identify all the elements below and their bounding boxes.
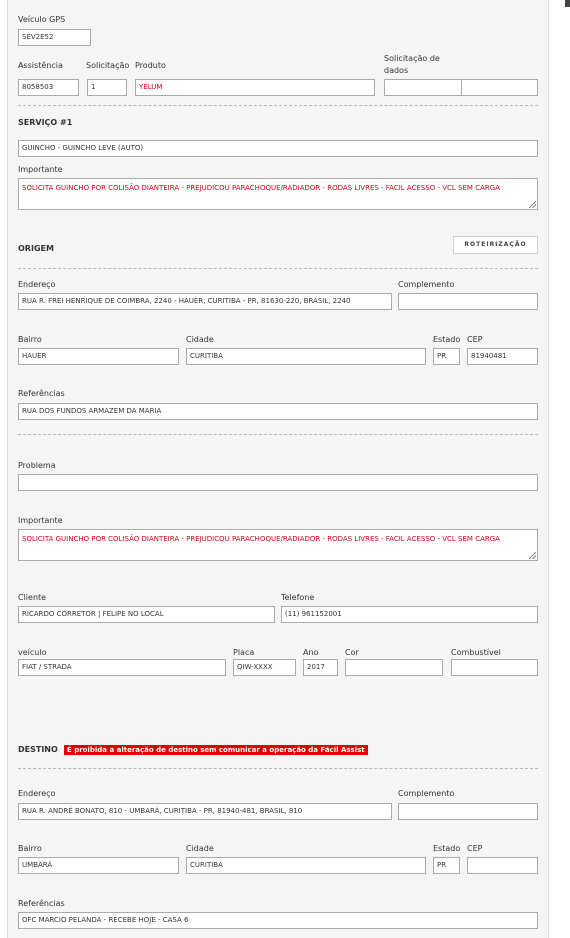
- resize-grip-icon[interactable]: [529, 201, 536, 208]
- divider: [18, 434, 538, 435]
- gps-label: Veículo GPS: [18, 15, 66, 24]
- solicitacao-dados-input-1[interactable]: [384, 79, 462, 96]
- destino-warning-badge: É proibida a alteração de destino sem comunicar a operação da Fácil Assist: [64, 745, 368, 755]
- problema-input[interactable]: [18, 474, 538, 491]
- problema-label: Problema: [18, 461, 56, 470]
- divider: [18, 105, 538, 106]
- origem-bairro-input[interactable]: HAUER: [18, 348, 179, 365]
- origem-complemento-input[interactable]: [398, 293, 538, 310]
- origem-referencias-label: Referências: [18, 389, 65, 398]
- solicitacao-dados-input-2[interactable]: [461, 79, 538, 96]
- destino-estado-label: Estado: [433, 844, 461, 853]
- placa-input[interactable]: QIW-XXXX: [233, 659, 296, 676]
- servico-importante-label: Importante: [18, 165, 63, 174]
- placa-label: Placa: [233, 648, 255, 657]
- cliente-input[interactable]: RICARDO CORRETOR | FELIPE NO LOCAL: [18, 606, 275, 623]
- produto-input[interactable]: YELUM: [135, 79, 375, 96]
- telefone-label: Telefone: [281, 593, 315, 602]
- assistencia-label: Assistência: [18, 61, 63, 70]
- divider: [18, 768, 538, 769]
- destino-bairro-input[interactable]: UMBARÁ: [18, 857, 179, 874]
- ano-input[interactable]: 2017: [303, 659, 338, 676]
- destino-complemento-label: Complemento: [398, 789, 455, 798]
- origem-endereco-label: Endereço: [18, 280, 56, 289]
- destino-bairro-label: Bairro: [18, 844, 42, 853]
- destino-cep-input[interactable]: [467, 857, 538, 874]
- produto-label: Produto: [135, 61, 166, 70]
- servico-title: SERVIÇO #1: [18, 118, 73, 127]
- servico-importante-textarea[interactable]: [18, 178, 538, 210]
- solicitacao-dados-label-line1: Solicitação de: [384, 54, 440, 63]
- combustivel-label: Combustível: [451, 648, 501, 657]
- origem-cidade-label: Cidade: [186, 335, 214, 344]
- veiculo-label: veículo: [18, 648, 47, 657]
- solicitacao-dados-label-line2: dados: [384, 66, 409, 75]
- detalhes-importante-textarea[interactable]: [18, 529, 538, 561]
- servico-importante-text: SOLICITA GUINCHO POR COLISÃO DIANTEIRA - PREJUDICOU PARACHOQUE/RADIADOR - RODAS LIVRES - FACIL ACESSO - VCL SEM CARGA: [22, 184, 500, 192]
- destino-referencias-input[interactable]: OFC MARCIO PELANDA - RECEBE HOJE - CASA 6: [18, 912, 538, 929]
- origem-cidade-input[interactable]: CURITIBA: [186, 348, 426, 365]
- telefone-input[interactable]: (11) 961152001: [281, 606, 538, 623]
- solicitacao-label: Solicitação: [86, 61, 130, 70]
- service-form-panel: [7, 0, 549, 938]
- destino-endereco-input[interactable]: RUA R. ANDRÉ BONATO, 810 - UMBARÁ, CURITIBA - PR, 81940-481, BRASIL, 810: [18, 803, 392, 820]
- destino-title: DESTINO: [18, 745, 58, 754]
- origem-estado-label: Estado: [433, 335, 461, 344]
- gps-input[interactable]: SEV2E52: [18, 29, 91, 46]
- detalhes-importante-label: Importante: [18, 516, 63, 525]
- origem-cep-label: CEP: [467, 335, 483, 344]
- ano-label: Ano: [303, 648, 319, 657]
- roteirizacao-button[interactable]: ROTEIRIZAÇÃO: [453, 236, 538, 254]
- origem-estado-input[interactable]: PR: [433, 348, 460, 365]
- cor-input[interactable]: [345, 659, 443, 676]
- destino-estado-input[interactable]: PR: [433, 857, 460, 874]
- destino-complemento-input[interactable]: [398, 803, 538, 820]
- scrollbar-thumb[interactable]: [565, 0, 570, 7]
- solicitacao-input[interactable]: 1: [87, 79, 127, 96]
- resize-grip-icon[interactable]: [529, 552, 536, 559]
- detalhes-importante-text: SOLICITA GUINCHO POR COLISÃO DIANTEIRA - PREJUDICOU PARACHOQUE/RADIADOR - RODAS LIVRES - FACIL ACESSO - VCL SEM CARGA: [22, 535, 500, 543]
- origem-title: ORIGEM: [18, 244, 54, 253]
- cliente-label: Cliente: [18, 593, 47, 602]
- servico-input[interactable]: GUINCHO - GUINCHO LEVE (AUTO): [18, 140, 538, 157]
- origem-complemento-label: Complemento: [398, 280, 455, 289]
- origem-cep-input[interactable]: 81940481: [467, 348, 538, 365]
- destino-cidade-input[interactable]: CURITIBA: [186, 857, 426, 874]
- origem-bairro-label: Bairro: [18, 335, 42, 344]
- destino-cep-label: CEP: [467, 844, 483, 853]
- veiculo-input[interactable]: FIAT / STRADA: [18, 659, 226, 676]
- origem-endereco-input[interactable]: RUA R. FREI HENRIQUE DE COIMBRA, 2240 - HAUER, CURITIBA - PR, 81630-220, BRASIL, 2240: [18, 293, 392, 310]
- destino-referencias-label: Referências: [18, 899, 65, 908]
- divider: [18, 268, 538, 269]
- destino-cidade-label: Cidade: [186, 844, 214, 853]
- origem-referencias-input[interactable]: RUA DOS FUNDOS ARMAZEM DA MARIA: [18, 403, 538, 420]
- cor-label: Cor: [345, 648, 359, 657]
- destino-endereco-label: Endereço: [18, 789, 56, 798]
- assistencia-input[interactable]: 8058503: [18, 79, 79, 96]
- combustivel-input[interactable]: [451, 659, 538, 676]
